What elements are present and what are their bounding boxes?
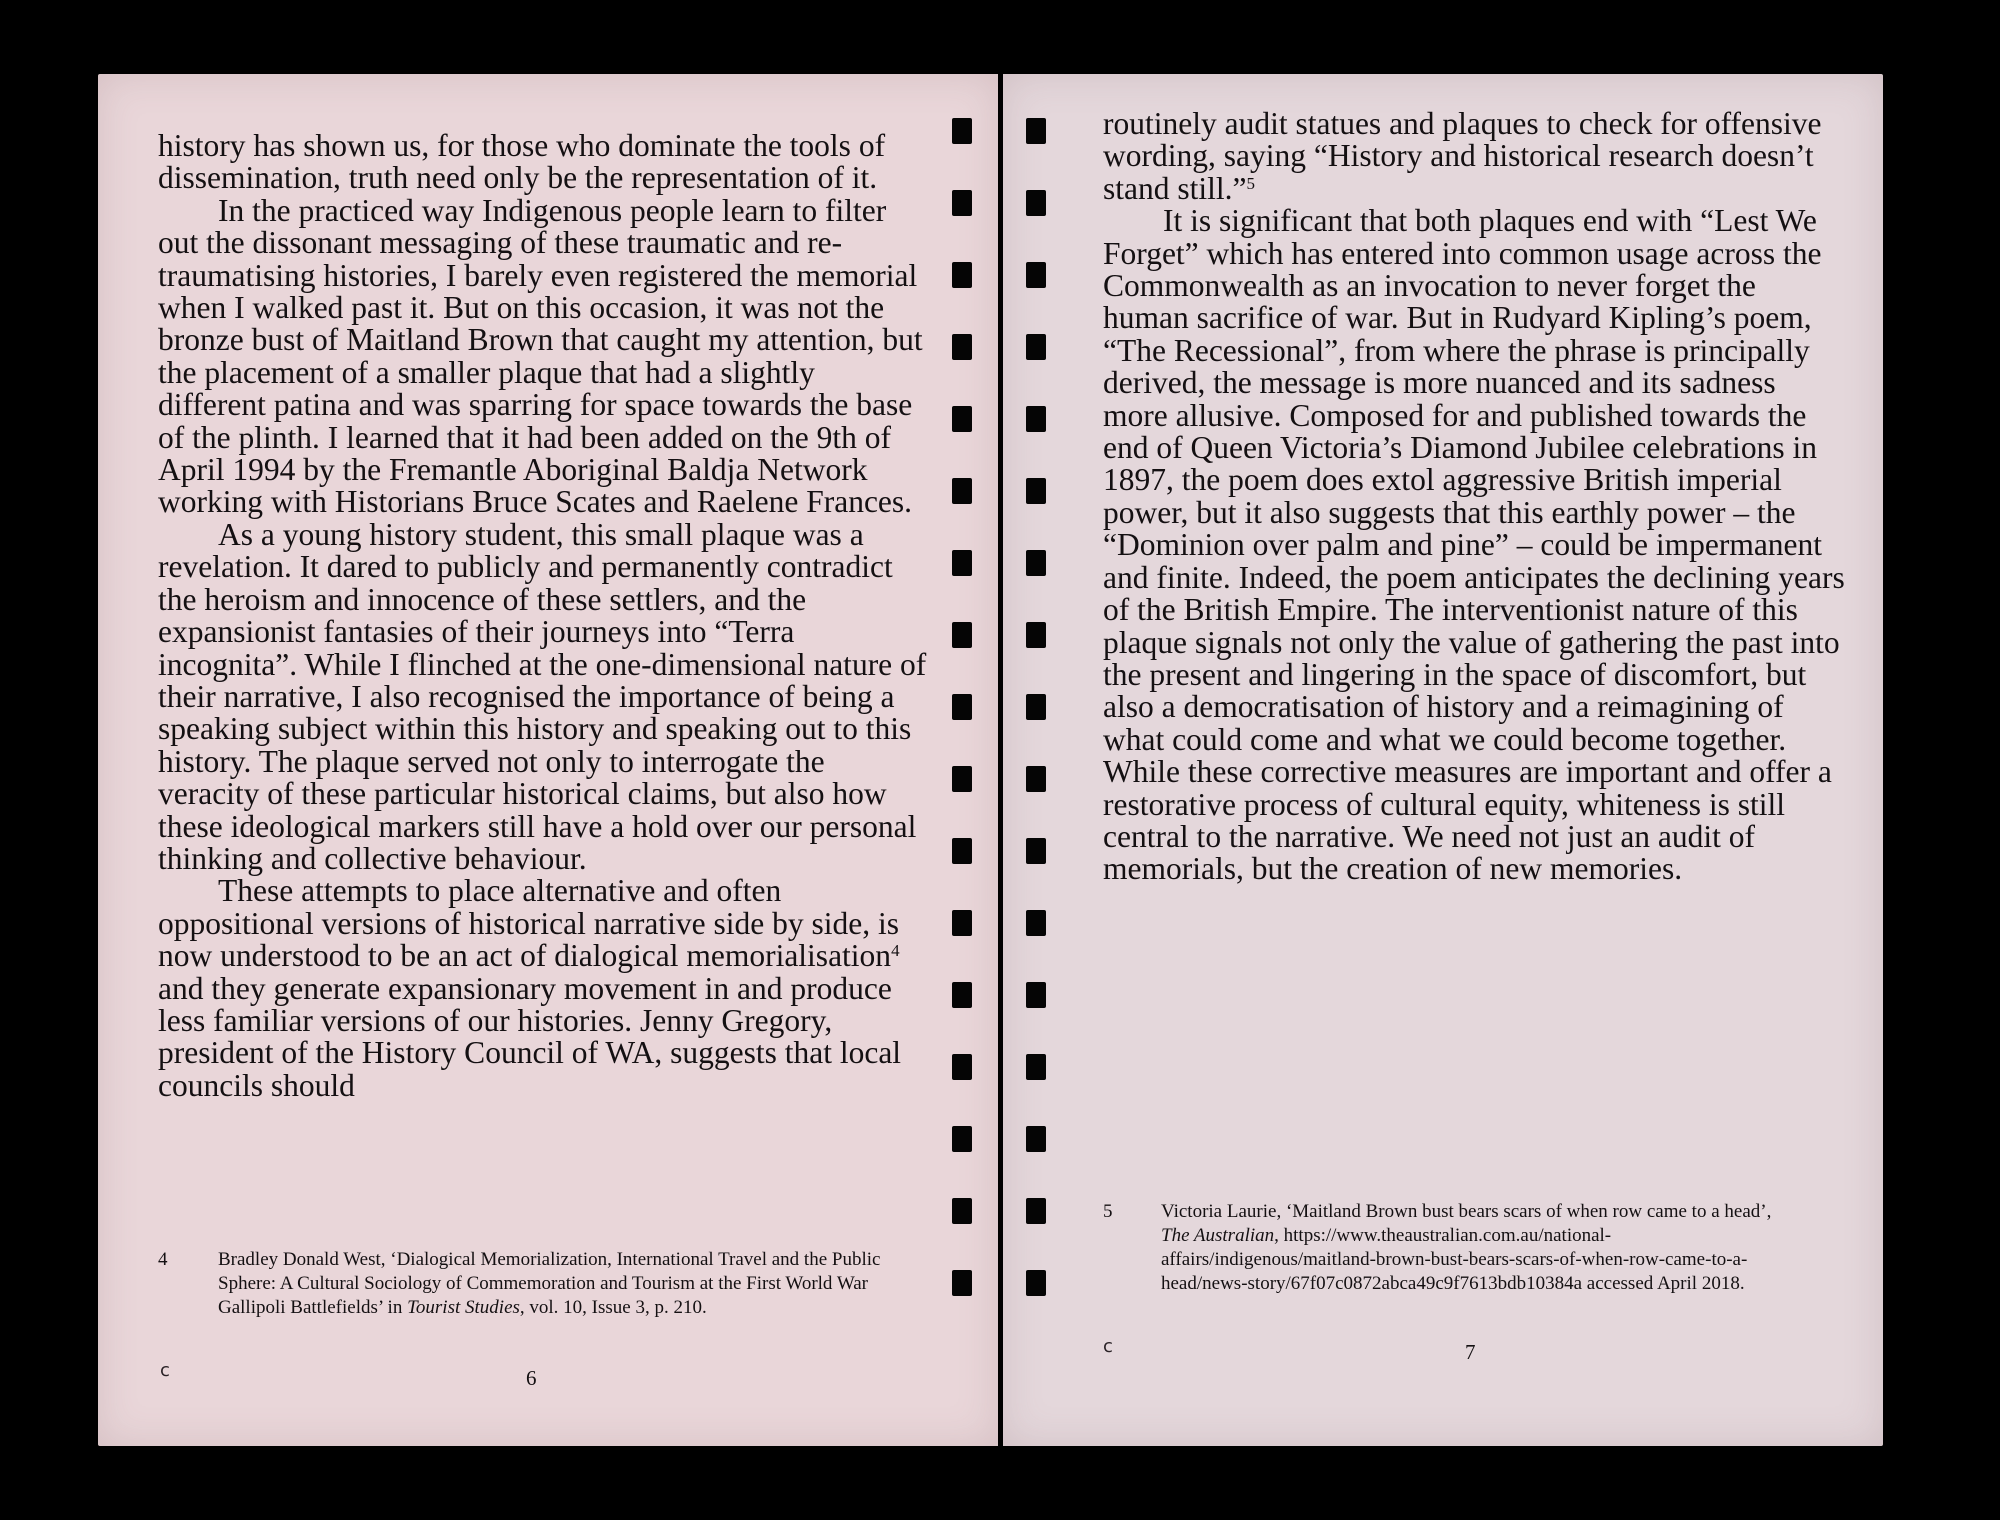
right-paragraph-1-text: routinely audit statues and plaques to check for offensive wording, saying “History and historical research doesn’t stand still.” <box>1103 106 1822 206</box>
footnote-5-text-start: Victoria Laurie, ‘Maitland Brown bust bears scars of when row came to a head’, <box>1161 1201 1772 1222</box>
footnote-text <box>218 1248 908 1320</box>
footnote-ref-5: 5 <box>1246 173 1255 193</box>
left-paragraph-2: In the practiced way Indigenous people learn to filter out the dissonant messaging of these traumatic and re-traumatising histories, I barely even registered the memorial when I walked past it. But on this occasion, it was not the bronze bust of Maitland Brown that caught my attention, but the placement of a smaller plaque that had a slightly different patina and was sparring for space towards the base of the plinth. I learned that it had been added on the 9th of April 1994 by the Fremantle Aboriginal Baldja Network working with Historians Bruce Scates and Raelene Frances. <box>158 192 923 520</box>
left-paragraph-4 <box>158 875 928 1102</box>
footnote-4-text-end: , vol. 10, Issue 3, p. 210. <box>519 1297 707 1318</box>
right-page-number: 7 <box>1465 1340 1476 1364</box>
right-corner-mark: c <box>1103 1336 1113 1357</box>
left-page <box>98 74 998 1446</box>
left-body-text <box>158 130 928 1102</box>
footnote-5-publication-title: The Australian <box>1161 1225 1275 1246</box>
footnote-text <box>1161 1200 1801 1296</box>
left-paragraph-4-end: and they generate expansionary movement in and produce less familiar versions of our histories. Jenny Gregory, president of the History Council of WA, suggests that local councils should <box>158 970 902 1103</box>
right-body-text <box>1103 108 1848 886</box>
right-paragraph-1 <box>1103 108 1848 205</box>
footnote-5-text-end: , https://www.theaustralian.com.au/national-affairs/indigenous/maitland-brown-bust-bears-scars-of-when-row-came-to-a-head/news-story/67f07c0872abca49c9f7613bdb10384a accessed April 2018. <box>1161 1225 1748 1294</box>
footnote-4-journal-title: Tourist Studies <box>407 1297 520 1318</box>
footnote-number: 5 <box>1103 1201 1113 1222</box>
footnote-4-text-start: Bradley Donald West, ‘Dialogical Memorialization, International Travel and the Public Sphere: A Cultural Sociology of Commemoration and Tourism at the First World War Gallipoli Battlefields’ in <box>218 1249 881 1318</box>
left-paragraph-1: history has shown us, for those who dominate the tools of dissemination, truth need only be the representation of it. <box>158 128 886 196</box>
right-paragraph-2: It is significant that both plaques end with “Lest We Forget” which has entered into common usage across the Commonwealth as an invocation to never forget the human sacrifice of war. But in Rudyard Kipling’s poem, “The Recessional”, from where the phrase is principally derived, the message is more nuanced and its sadness more allusive. Composed for and published towards the end of Queen Victoria’s Diamond Jubilee celebrations in 1897, the poem does extol aggressive British imperial power, but it also suggests that this earthly power – the “Dominion over palm and pine” – could be impermanent and finite. Indeed, the poem anticipates the declining years of the British Empire. The interventionist nature of this plaque signals not only the value of gathering the past into the present and lingering in the space of discomfort, but also a democratisation of history and a reimagining of what could come and what we could become together. While these corrective measures are important and offer a restorative process of cultural equity, whiteness is still central to the narrative. We need not just an audit of memorials, but the creation of new memories. <box>1103 203 1845 887</box>
right-page <box>1003 74 1883 1446</box>
left-paragraph-4-start: These attempts to place alternative and often oppositional versions of historical narrative side by side, is now understood to be an act of dialogical memorialisation <box>158 873 899 974</box>
left-paragraph-3: As a young history student, this small plaque was a revelation. It dared to publicly and permanently contradict the heroism and innocence of these settlers, and the expansionist fantasies of their journeys into “Terra incognita”. While I flinched at the one-dimensional nature of their narrative, I also recognised the importance of being a speaking subject within this history and speaking out to this history. The plaque served not only to interrogate the veracity of these particular historical claims, but also how these ideological markers still have a hold over our personal thinking and collective behaviour. <box>158 516 927 876</box>
footnote-number: 4 <box>158 1249 168 1270</box>
left-page-number: 6 <box>526 1366 537 1390</box>
left-corner-mark: c <box>160 1360 170 1381</box>
footnote-ref-4: 4 <box>891 941 900 961</box>
